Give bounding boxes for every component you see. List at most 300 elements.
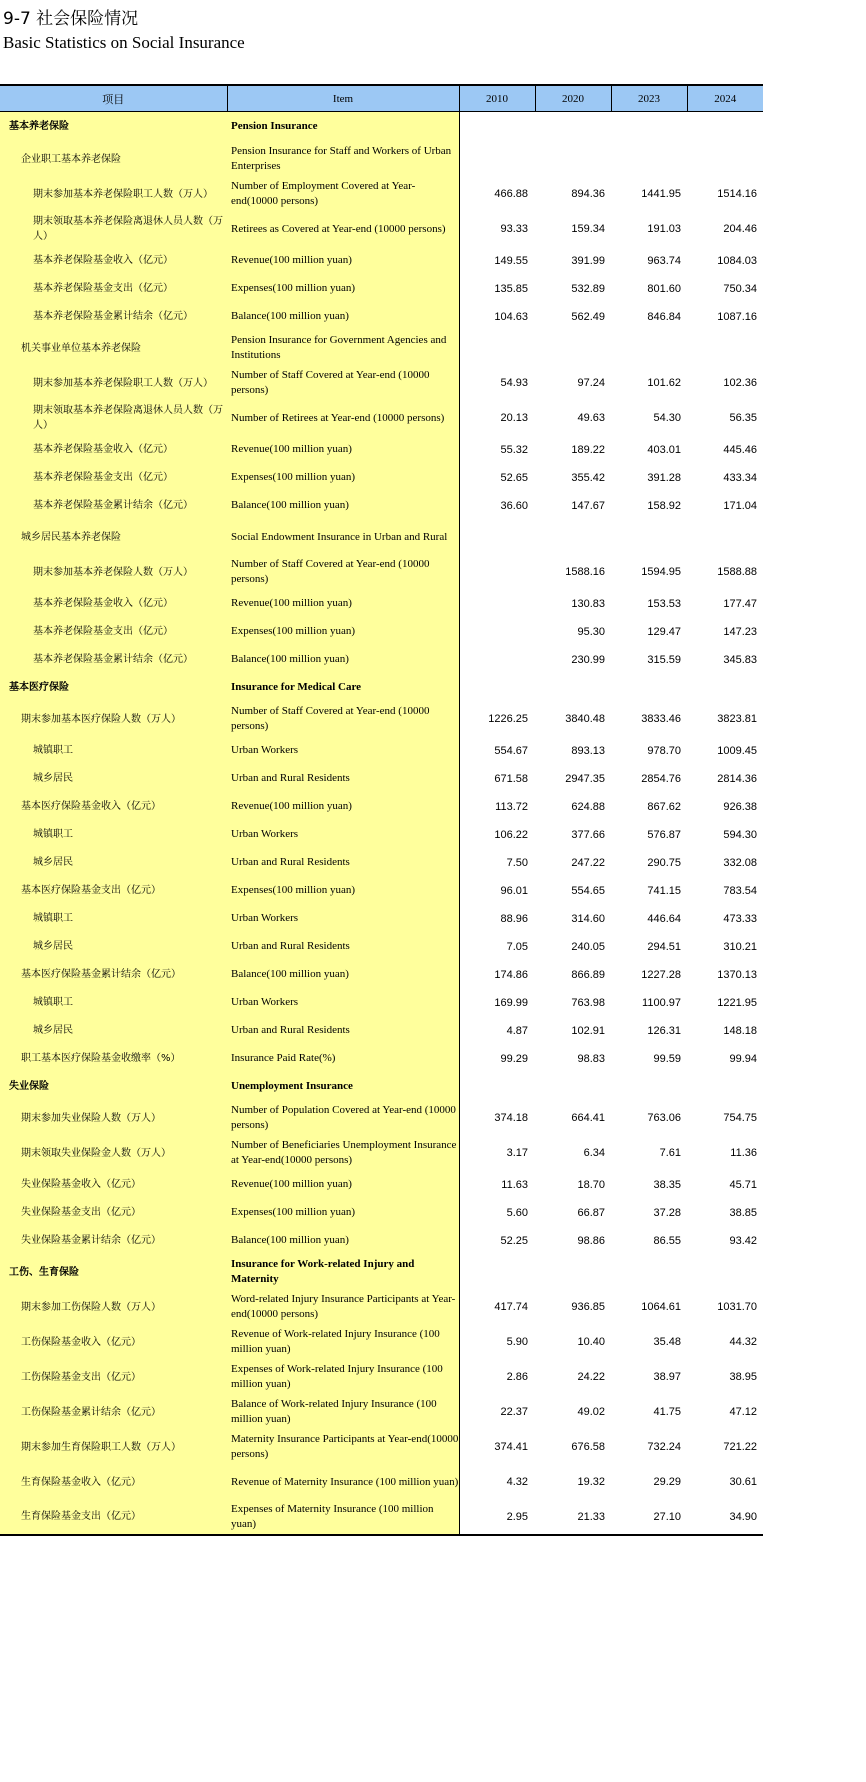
value-cell-2020: 664.41 <box>571 1112 605 1124</box>
table-row <box>0 1500 763 1535</box>
value-cell-2010: 7.05 <box>506 940 528 953</box>
value-cell-2023: 153.53 <box>647 597 681 610</box>
row-label-cn: 期末参加基本养老保险人数（万人） <box>0 555 227 590</box>
row-label-cn: 期末领取失业保险金人数（万人） <box>0 1136 227 1171</box>
value-cell-2020 <box>535 520 611 555</box>
table-row <box>0 646 763 674</box>
value-cell-2010 <box>459 555 535 590</box>
value-cell-2020: 355.42 <box>571 471 605 484</box>
value-cell-2020: 21.33 <box>535 1500 611 1535</box>
table-row <box>0 303 763 331</box>
value-cell-2010 <box>459 1073 535 1101</box>
value-cell-2020: 391.99 <box>571 254 605 267</box>
table-row <box>0 618 763 646</box>
table-row <box>0 520 763 555</box>
value-cell-2023: 2854.76 <box>641 772 681 785</box>
row-label-cn: 基本医疗保险 <box>0 674 227 702</box>
value-cell-2024: 30.61 <box>729 1476 757 1488</box>
row-label-cn: 城乡居民 <box>0 849 227 877</box>
value-cell-2024: 56.35 <box>729 412 757 424</box>
value-cell-2024: 1370.13 <box>717 968 757 981</box>
value-cell-2020 <box>535 142 611 177</box>
value-cell-2010: 417.74 <box>494 1301 528 1313</box>
value-cell-2020: 49.63 <box>577 412 605 424</box>
value-cell-2023: 158.92 <box>647 499 681 512</box>
value-cell-2010: 4.87 <box>506 1024 528 1037</box>
value-cell-2023: 1594.95 <box>641 566 681 578</box>
value-cell-2020: 240.05 <box>571 940 605 953</box>
row-label-en: Revenue(100 million yuan) <box>227 1171 459 1199</box>
value-cell-2024: 1009.45 <box>717 744 757 757</box>
value-cell-2020: 763.98 <box>571 996 605 1009</box>
row-label-cn: 生育保险基金收入（亿元） <box>0 1465 227 1500</box>
value-cell-2023: 37.28 <box>653 1206 681 1219</box>
value-cell-2024: 44.32 <box>729 1336 757 1348</box>
row-label-cn: 城镇职工 <box>0 989 227 1017</box>
value-cell-2020: 230.99 <box>571 653 605 666</box>
value-cell-2023: 1441.95 <box>641 188 681 200</box>
value-cell-2020: 676.58 <box>571 1441 605 1453</box>
social-insurance-table <box>0 84 763 1536</box>
row-label-cn: 城乡居民 <box>0 933 227 961</box>
table-body <box>0 112 763 1535</box>
row-label-cn: 基本医疗保险基金收入（亿元） <box>0 793 227 821</box>
value-cell-2023 <box>611 112 687 142</box>
value-cell-2010: 374.41 <box>494 1441 528 1453</box>
value-cell-2023 <box>611 674 687 702</box>
row-label-cn: 城镇职工 <box>0 737 227 765</box>
value-cell-2020: 377.66 <box>571 828 605 841</box>
value-cell-2010: 374.18 <box>494 1112 528 1124</box>
value-cell-2023: 86.55 <box>653 1234 681 1247</box>
value-cell-2024: 99.94 <box>729 1052 757 1065</box>
table-row <box>0 331 763 366</box>
header-year-2020: 2020 <box>535 85 611 112</box>
value-cell-2023: 290.75 <box>647 856 681 869</box>
value-cell-2023: 35.48 <box>653 1336 681 1348</box>
value-cell-2010: 1226.25 <box>488 713 528 725</box>
row-label-cn: 职工基本医疗保险基金收缴率（%） <box>0 1045 227 1073</box>
value-cell-2024: 433.34 <box>723 471 757 484</box>
value-cell-2020: 1588.16 <box>565 566 605 578</box>
value-cell-2010: 22.37 <box>500 1406 528 1418</box>
value-cell-2020: 19.32 <box>577 1476 605 1488</box>
value-cell-2023: 732.24 <box>647 1441 681 1453</box>
table-row <box>0 142 763 177</box>
value-cell-2010: 93.33 <box>500 223 528 235</box>
row-label-en: Expenses of Work-related Injury Insurance (100 million yuan) <box>227 1360 459 1395</box>
row-label-en: Revenue(100 million yuan) <box>227 590 459 618</box>
value-cell-2020: 6.34 <box>583 1147 605 1159</box>
row-label-cn: 期末领取基本养老保险离退休人员人数（万人） <box>0 212 227 247</box>
value-cell-2024: 34.90 <box>687 1500 763 1535</box>
value-cell-2020 <box>535 674 611 702</box>
value-cell-2020: 18.70 <box>577 1178 605 1191</box>
value-cell-2023: 1064.61 <box>641 1301 681 1313</box>
value-cell-2024: 345.83 <box>723 653 757 666</box>
row-label-cn: 期末参加基本养老保险职工人数（万人） <box>0 177 227 212</box>
row-label-en: Expenses of Maternity Insurance (100 million yuan) <box>227 1500 459 1535</box>
value-cell-2024: 445.46 <box>723 443 757 456</box>
table-row <box>0 464 763 492</box>
row-label-cn: 期末参加工伤保险人数（万人） <box>0 1290 227 1325</box>
row-label-cn: 企业职工基本养老保险 <box>0 142 227 177</box>
value-cell-2020: 49.02 <box>577 1406 605 1418</box>
value-cell-2020: 554.65 <box>571 884 605 897</box>
value-cell-2010 <box>459 331 535 366</box>
value-cell-2010: 52.25 <box>500 1234 528 1247</box>
header-item-en: Item <box>227 85 459 112</box>
table-row <box>0 1045 763 1073</box>
row-label-cn: 城镇职工 <box>0 821 227 849</box>
table-row <box>0 702 763 737</box>
value-cell-2023: 315.59 <box>647 653 681 666</box>
row-label-en: Urban Workers <box>227 821 459 849</box>
value-cell-2010: 96.01 <box>500 884 528 897</box>
value-cell-2020: 66.87 <box>577 1206 605 1219</box>
value-cell-2023: 294.51 <box>647 940 681 953</box>
value-cell-2020 <box>535 1255 611 1290</box>
value-cell-2020: 562.49 <box>571 310 605 323</box>
row-label-cn: 城乡居民 <box>0 765 227 793</box>
value-cell-2024: 926.38 <box>723 800 757 813</box>
row-label-en: Expenses(100 million yuan) <box>227 618 459 646</box>
value-cell-2024: 1588.88 <box>717 566 757 578</box>
value-cell-2023: 126.31 <box>647 1024 681 1037</box>
value-cell-2023: 446.64 <box>647 912 681 925</box>
row-label-en: Insurance Paid Rate(%) <box>227 1045 459 1073</box>
value-cell-2020 <box>535 112 611 142</box>
table-row <box>0 366 763 401</box>
value-cell-2024: 783.54 <box>723 884 757 897</box>
value-cell-2024: 45.71 <box>729 1178 757 1191</box>
value-cell-2010: 2.86 <box>506 1371 528 1383</box>
value-cell-2024: 594.30 <box>723 828 757 841</box>
value-cell-2024: 38.95 <box>729 1371 757 1383</box>
value-cell-2010 <box>459 590 535 618</box>
table-row <box>0 905 763 933</box>
value-cell-2020: 24.22 <box>577 1371 605 1383</box>
table-row <box>0 247 763 275</box>
row-label-en: Revenue(100 million yuan) <box>227 436 459 464</box>
value-cell-2020: 936.85 <box>571 1301 605 1313</box>
value-cell-2023: 129.47 <box>647 625 681 638</box>
row-label-cn: 基本养老保险基金收入（亿元） <box>0 436 227 464</box>
row-label-en: Pension Insurance for Staff and Workers of Urban Enterprises <box>227 142 459 177</box>
value-cell-2023: 1227.28 <box>641 968 681 981</box>
value-cell-2020: 98.83 <box>577 1052 605 1065</box>
value-cell-2020: 247.22 <box>571 856 605 869</box>
value-cell-2010: 671.58 <box>494 772 528 785</box>
row-label-en: Pension Insurance <box>227 112 459 142</box>
row-label-cn: 期末领取基本养老保险离退休人员人数（万人） <box>0 401 227 436</box>
row-label-en: Number of Staff Covered at Year-end (10000 persons) <box>227 555 459 590</box>
row-label-cn: 工伤、生育保险 <box>0 1255 227 1290</box>
row-label-cn: 失业保险基金累计结余（亿元） <box>0 1227 227 1255</box>
value-cell-2010: 2.95 <box>459 1500 535 1535</box>
header-year-2024: 2024 <box>687 85 763 112</box>
row-label-cn: 基本医疗保险基金支出（亿元） <box>0 877 227 905</box>
row-label-en: Urban and Rural Residents <box>227 765 459 793</box>
value-cell-2010 <box>459 520 535 555</box>
value-cell-2024 <box>687 331 763 366</box>
value-cell-2024: 721.22 <box>723 1441 757 1453</box>
value-cell-2010: 3.17 <box>506 1147 528 1159</box>
row-label-cn: 失业保险基金支出（亿元） <box>0 1199 227 1227</box>
value-cell-2010 <box>459 1255 535 1290</box>
value-cell-2010: 54.93 <box>500 377 528 389</box>
row-label-en: Number of Staff Covered at Year-end (10000 persons) <box>227 702 459 737</box>
value-cell-2023: 391.28 <box>647 471 681 484</box>
value-cell-2024: 204.46 <box>723 223 757 235</box>
row-label-en: Balance(100 million yuan) <box>227 492 459 520</box>
row-label-cn: 期末参加失业保险人数（万人） <box>0 1101 227 1136</box>
value-cell-2023: 576.87 <box>647 828 681 841</box>
row-label-cn: 失业保险基金收入（亿元） <box>0 1171 227 1199</box>
row-label-en: Balance of Work-related Injury Insurance (100 million yuan) <box>227 1395 459 1430</box>
table-row <box>0 989 763 1017</box>
row-label-en: Urban Workers <box>227 989 459 1017</box>
table-row <box>0 1101 763 1136</box>
table-row <box>0 737 763 765</box>
value-cell-2024: 1031.70 <box>717 1301 757 1313</box>
row-label-en: Retirees as Covered at Year-end (10000 persons) <box>227 212 459 247</box>
value-cell-2010: 5.90 <box>506 1336 528 1348</box>
value-cell-2023: 846.84 <box>647 310 681 323</box>
page-title-chinese: 9-7 社会保险情况 <box>3 9 139 29</box>
value-cell-2020: 314.60 <box>571 912 605 925</box>
table-row <box>0 793 763 821</box>
row-label-en: Number of Retirees at Year-end (10000 persons) <box>227 401 459 436</box>
value-cell-2024 <box>687 112 763 142</box>
value-cell-2024 <box>687 1073 763 1101</box>
row-label-en: Number of Employment Covered at Year-end(10000 persons) <box>227 177 459 212</box>
value-cell-2010: 5.60 <box>506 1206 528 1219</box>
value-cell-2024 <box>687 674 763 702</box>
value-cell-2024: 147.23 <box>723 625 757 638</box>
value-cell-2010 <box>459 618 535 646</box>
value-cell-2023: 763.06 <box>647 1112 681 1124</box>
value-cell-2010: 52.65 <box>500 471 528 484</box>
value-cell-2024: 1514.16 <box>717 188 757 200</box>
value-cell-2023 <box>611 1073 687 1101</box>
value-cell-2010: 104.63 <box>494 310 528 323</box>
value-cell-2024: 102.36 <box>723 377 757 389</box>
value-cell-2023: 1100.97 <box>642 996 681 1009</box>
value-cell-2020: 147.67 <box>571 499 605 512</box>
table-row <box>0 275 763 303</box>
row-label-cn: 基本养老保险基金支出（亿元） <box>0 275 227 303</box>
value-cell-2010: 11.63 <box>501 1178 528 1191</box>
value-cell-2010 <box>459 674 535 702</box>
table-row <box>0 1290 763 1325</box>
row-label-en: Number of Beneficiaries Unemployment Insurance at Year-end(10000 persons) <box>227 1136 459 1171</box>
row-label-cn: 基本养老保险基金累计结余（亿元） <box>0 303 227 331</box>
value-cell-2023: 801.60 <box>647 282 681 295</box>
value-cell-2010: 174.86 <box>494 968 528 981</box>
table-row <box>0 933 763 961</box>
table-header-row <box>0 85 763 112</box>
value-cell-2024: 754.75 <box>723 1112 757 1124</box>
value-cell-2024: 47.12 <box>729 1406 757 1418</box>
table-row <box>0 492 763 520</box>
row-label-en: Urban Workers <box>227 905 459 933</box>
value-cell-2024: 310.21 <box>723 940 757 953</box>
value-cell-2023 <box>611 1255 687 1290</box>
row-label-en: Expenses(100 million yuan) <box>227 1199 459 1227</box>
value-cell-2020: 866.89 <box>571 968 605 981</box>
row-label-en: Urban and Rural Residents <box>227 849 459 877</box>
row-label-en: Revenue(100 million yuan) <box>227 247 459 275</box>
row-label-en: Urban Workers <box>227 737 459 765</box>
table-row <box>0 1073 763 1101</box>
value-cell-2010: 88.96 <box>500 912 528 925</box>
value-cell-2020 <box>535 331 611 366</box>
header-year-2010: 2010 <box>459 85 535 112</box>
value-cell-2020: 98.86 <box>577 1234 605 1247</box>
row-label-en: Pension Insurance for Government Agencies and Institutions <box>227 331 459 366</box>
value-cell-2023: 191.03 <box>647 223 681 235</box>
row-label-en: Revenue(100 million yuan) <box>227 793 459 821</box>
table-row <box>0 177 763 212</box>
value-cell-2020: 10.40 <box>577 1336 605 1348</box>
value-cell-2024: 11.36 <box>730 1147 757 1159</box>
value-cell-2010: 554.67 <box>494 744 528 757</box>
value-cell-2023 <box>611 520 687 555</box>
value-cell-2024: 2814.36 <box>717 772 757 785</box>
table-row <box>0 674 763 702</box>
value-cell-2024: 1087.16 <box>717 310 757 323</box>
table-row <box>0 112 763 142</box>
value-cell-2020: 3840.48 <box>565 713 605 725</box>
value-cell-2023: 3833.46 <box>641 713 681 725</box>
row-label-en: Maternity Insurance Participants at Year-end(10000 persons) <box>227 1430 459 1465</box>
value-cell-2023 <box>611 142 687 177</box>
value-cell-2023: 978.70 <box>647 744 681 757</box>
value-cell-2024: 1221.95 <box>717 996 757 1009</box>
row-label-en: Revenue of Work-related Injury Insurance (100 million yuan) <box>227 1325 459 1360</box>
value-cell-2010: 149.55 <box>494 254 528 267</box>
value-cell-2010: 106.22 <box>494 828 528 841</box>
table-row <box>0 555 763 590</box>
header-year-2023: 2023 <box>611 85 687 112</box>
table-row <box>0 1430 763 1465</box>
value-cell-2023 <box>611 331 687 366</box>
value-cell-2010: 99.29 <box>500 1052 528 1065</box>
table-row <box>0 1171 763 1199</box>
value-cell-2023: 38.97 <box>653 1371 681 1383</box>
row-label-en: Revenue of Maternity Insurance (100 million yuan) <box>227 1465 459 1500</box>
value-cell-2020: 893.13 <box>571 744 605 757</box>
row-label-en: Urban and Rural Residents <box>227 1017 459 1045</box>
value-cell-2010: 7.50 <box>506 856 528 869</box>
table-row <box>0 1395 763 1430</box>
row-label-cn: 基本养老保险基金累计结余（亿元） <box>0 646 227 674</box>
row-label-en: Insurance for Medical Care <box>227 674 459 702</box>
table-row <box>0 1325 763 1360</box>
table-row <box>0 1199 763 1227</box>
value-cell-2024 <box>687 142 763 177</box>
row-label-en: Expenses(100 million yuan) <box>227 877 459 905</box>
value-cell-2024: 148.18 <box>723 1024 757 1037</box>
value-cell-2024: 473.33 <box>723 912 757 925</box>
value-cell-2023: 963.74 <box>647 254 681 267</box>
value-cell-2023: 29.29 <box>653 1476 681 1488</box>
row-label-en: Balance(100 million yuan) <box>227 961 459 989</box>
table-row <box>0 1227 763 1255</box>
value-cell-2020: 130.83 <box>571 597 605 610</box>
value-cell-2023: 7.61 <box>659 1147 681 1159</box>
value-cell-2020: 624.88 <box>571 800 605 813</box>
row-label-cn: 城镇职工 <box>0 905 227 933</box>
value-cell-2010: 466.88 <box>494 188 528 200</box>
table-row <box>0 877 763 905</box>
value-cell-2024 <box>687 1255 763 1290</box>
row-label-cn: 期末参加基本养老保险职工人数（万人） <box>0 366 227 401</box>
value-cell-2020: 97.24 <box>577 377 605 389</box>
table-row <box>0 849 763 877</box>
value-cell-2023: 867.62 <box>647 800 681 813</box>
row-label-en: Number of Population Covered at Year-end (10000 persons) <box>227 1101 459 1136</box>
row-label-cn: 生育保险基金支出（亿元） <box>0 1500 227 1535</box>
value-cell-2024 <box>687 520 763 555</box>
value-cell-2010: 135.85 <box>494 282 528 295</box>
value-cell-2023: 99.59 <box>653 1052 681 1065</box>
value-cell-2023: 41.75 <box>653 1406 681 1418</box>
row-label-cn: 工伤保险基金累计结余（亿元） <box>0 1395 227 1430</box>
row-label-en: Expenses(100 million yuan) <box>227 275 459 303</box>
value-cell-2010: 169.99 <box>494 996 528 1009</box>
value-cell-2020 <box>535 1073 611 1101</box>
table-row <box>0 1465 763 1500</box>
row-label-cn: 基本养老保险基金支出（亿元） <box>0 464 227 492</box>
row-label-cn: 机关事业单位基本养老保险 <box>0 331 227 366</box>
value-cell-2010 <box>459 646 535 674</box>
row-label-cn: 城乡居民 <box>0 1017 227 1045</box>
row-label-cn: 工伤保险基金收入（亿元） <box>0 1325 227 1360</box>
row-label-en: Number of Staff Covered at Year-end (10000 persons) <box>227 366 459 401</box>
table-row <box>0 961 763 989</box>
value-cell-2024: 3823.81 <box>717 713 757 725</box>
row-label-en: Insurance for Work-related Injury and Maternity <box>227 1255 459 1290</box>
row-label-cn: 工伤保险基金支出（亿元） <box>0 1360 227 1395</box>
row-label-en: Balance(100 million yuan) <box>227 1227 459 1255</box>
value-cell-2020: 2947.35 <box>565 772 605 785</box>
value-cell-2020: 95.30 <box>577 625 605 638</box>
value-cell-2020: 159.34 <box>571 223 605 235</box>
value-cell-2020: 102.91 <box>571 1024 605 1037</box>
value-cell-2020: 894.36 <box>571 188 605 200</box>
row-label-cn: 城乡居民基本养老保险 <box>0 520 227 555</box>
row-label-en: Urban and Rural Residents <box>227 933 459 961</box>
row-label-en: Social Endowment Insurance in Urban and Rural <box>227 520 459 555</box>
table-row <box>0 1255 763 1290</box>
row-label-en: Expenses(100 million yuan) <box>227 464 459 492</box>
row-label-en: Balance(100 million yuan) <box>227 646 459 674</box>
row-label-en: Word-related Injury Insurance Participants at Year-end(10000 persons) <box>227 1290 459 1325</box>
row-label-cn: 期末参加生育保险职工人数（万人） <box>0 1430 227 1465</box>
row-label-cn: 失业保险 <box>0 1073 227 1101</box>
table-row <box>0 401 763 436</box>
table-row <box>0 1136 763 1171</box>
value-cell-2010: 55.32 <box>500 443 528 456</box>
table-row <box>0 821 763 849</box>
value-cell-2020: 189.22 <box>571 443 605 456</box>
value-cell-2010: 20.13 <box>500 412 528 424</box>
row-label-cn: 基本养老保险基金支出（亿元） <box>0 618 227 646</box>
value-cell-2010 <box>459 112 535 142</box>
row-label-cn: 期末参加基本医疗保险人数（万人） <box>0 702 227 737</box>
